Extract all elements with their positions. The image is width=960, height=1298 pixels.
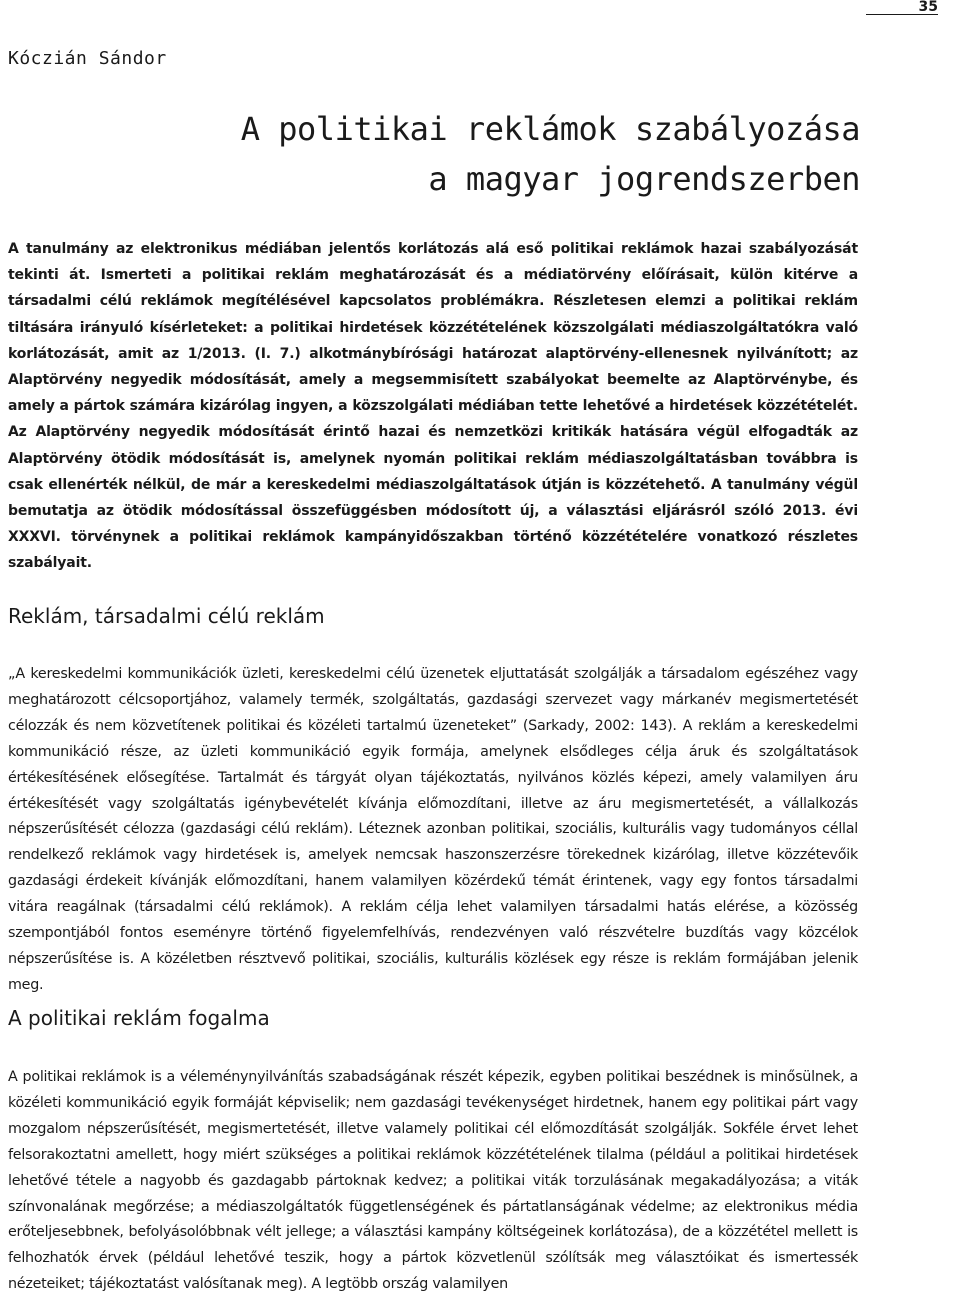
title-line-2: a magyar jogrendszerben (428, 160, 860, 198)
abstract: A tanulmány az elektronikus médiában jelentős korlátozás alá eső politikai reklámok hazai szabályozását tekinti át. Ismerteti a politikai reklám meghatározását és a médiatörvény előírásait, külön kitérve a társadalmi célú reklámok megítélésével kapcsolatos problémákra. Részletesen elemzi a politikai reklám tiltására irányuló kísérleteket: a politikai hirdetések közzétételének közszolgálati médiaszolgáltatókra való korlátozását, amit az 1/2013. (I. 7.) alkotmánybírósági határozat alaptörvény-ellenesnek nyilvánított; az Alaptörvény negyedik módosítását, amely a megsemmisített szabályokat beemelte az Alaptörvénybe, és amely a pártok számára kizárólag ingyen, a közszolgálati médiában tette lehetővé a hirdetések közzétételét. Az Alaptörvény negyedik módosítását érintő hazai és nemzetközi kritikák hatására végül elfogadták az Alaptörvény ötödik módosítását is, amelynek nyomán politikai reklám médiaszolgáltatásban továbbra is csak ellenérték nélkül, de már a kereskedelmi médiaszolgáltatások útján is közzétehető. A tanulmány végül bemutatja az ötödik módosítással összefüggésben módosított új, a választási eljárásról szóló 2013. évi XXXVI. törvénynek a politikai reklámok kampányidőszakban történő közzétételére vonatkozó részletes szabályait. (8, 241, 858, 572)
page-number: 35 (866, 0, 938, 15)
section-paragraph-advertising: „A kereskedelmi kommunikációk üzleti, kereskedelmi célú üzenetek eljuttatását szolgálják a társadalom egészéhez vagy meghatározott célcsoportjához, valamely termék, szolgáltatás, gazdasági szervezet vagy márkanév megismertetését célozzák és nem közvetítenek politikai és közéleti tartalmú üzeneteket” (Sarkady, 2002: 143). A reklám a kereskedelmi kommunikáció része, az üzleti kommunikáció egyik formája, amelynek elsődleges célja áruk és szolgáltatások értékesítésének elősegítése. Tartalmát és tárgyát olyan tájékoztatás, nyilvános közlés képezi, amely valamilyen áru értékesítését vagy szolgáltatás igénybevételét kívánja előmozdítani, illetve az áru megismertetését, a vállalkozás népszerűsítését célozza (gazdasági célú reklám). Léteznek azonban politikai, szociális, kulturális vagy tudományos céllal rendelkező reklámok vagy hirdetések is, amelyek nemcsak haszonszerzésre törekednek kizárólag, illetve közzétevőik gazdasági érdekeit kívánják előmozdítani, hanem valamilyen közérdekű témát érintenek, vagy egy fontos társadalmi vitára reagálnak (társadalmi célú reklámok). A reklám célja lehet valamilyen társadalmi hatás elérése, a közösség szempontjából fontos eseményre történő figyelemfelhívás, rendezvényen való részvételre buzdítás vagy közcélok népszerűsítése is. A közéletben résztvevő politikai, szociális, kulturális közlések egy része is reklám formájában jelenik meg. (8, 666, 858, 993)
article-title (241, 104, 860, 204)
title-line-1: A politikai reklámok szabályozása (240, 110, 860, 148)
author-name: Kóczián Sándor (8, 48, 167, 69)
section-heading-advertising: Reklám, társadalmi célú reklám (8, 604, 325, 628)
section-paragraph-political-ad-concept: A politikai reklámok is a véleménynyilvánítás szabadságának részét képezik, egyben politikai beszédnek is minősülnek, a közéleti kommunikáció egyik formáját képviselik; nem gazdasági tevékenységet hirdetnek, hanem egy politikai párt vagy mozgalom népszerűsítését, megismertetését, illetve valamely politikai cél előmozdítását szolgálják. Sokféle érvet lehet felsorakoztatni amellett, hogy miért szükséges a politikai reklámok közzétételének tilalma (például a politikai hirdetések lehetővé tétele a nagyobb és gazdagabb pártoknak kedvez; a politikai viták torzulásának megakadályozása; a viták színvonalának megőrzése; a médiaszolgáltatók függetlenségének és pártatlanságának védelme; az elektronikus média erőteljesebbnek, befolyásolóbbnak vélt jellege; a választási kampány költségeinek korlátozása), de a közzététel mellett is felhozhatók érvek (például lehetővé teszik, hogy a pártok közvetlenül szólítsák meg választóikat és ismertessék nézeteiket; tájékoztatást valósítanak meg). A legtöbb ország valamilyen (8, 1069, 858, 1293)
section-heading-political-ad-concept: A politikai reklám fogalma (8, 1006, 270, 1030)
